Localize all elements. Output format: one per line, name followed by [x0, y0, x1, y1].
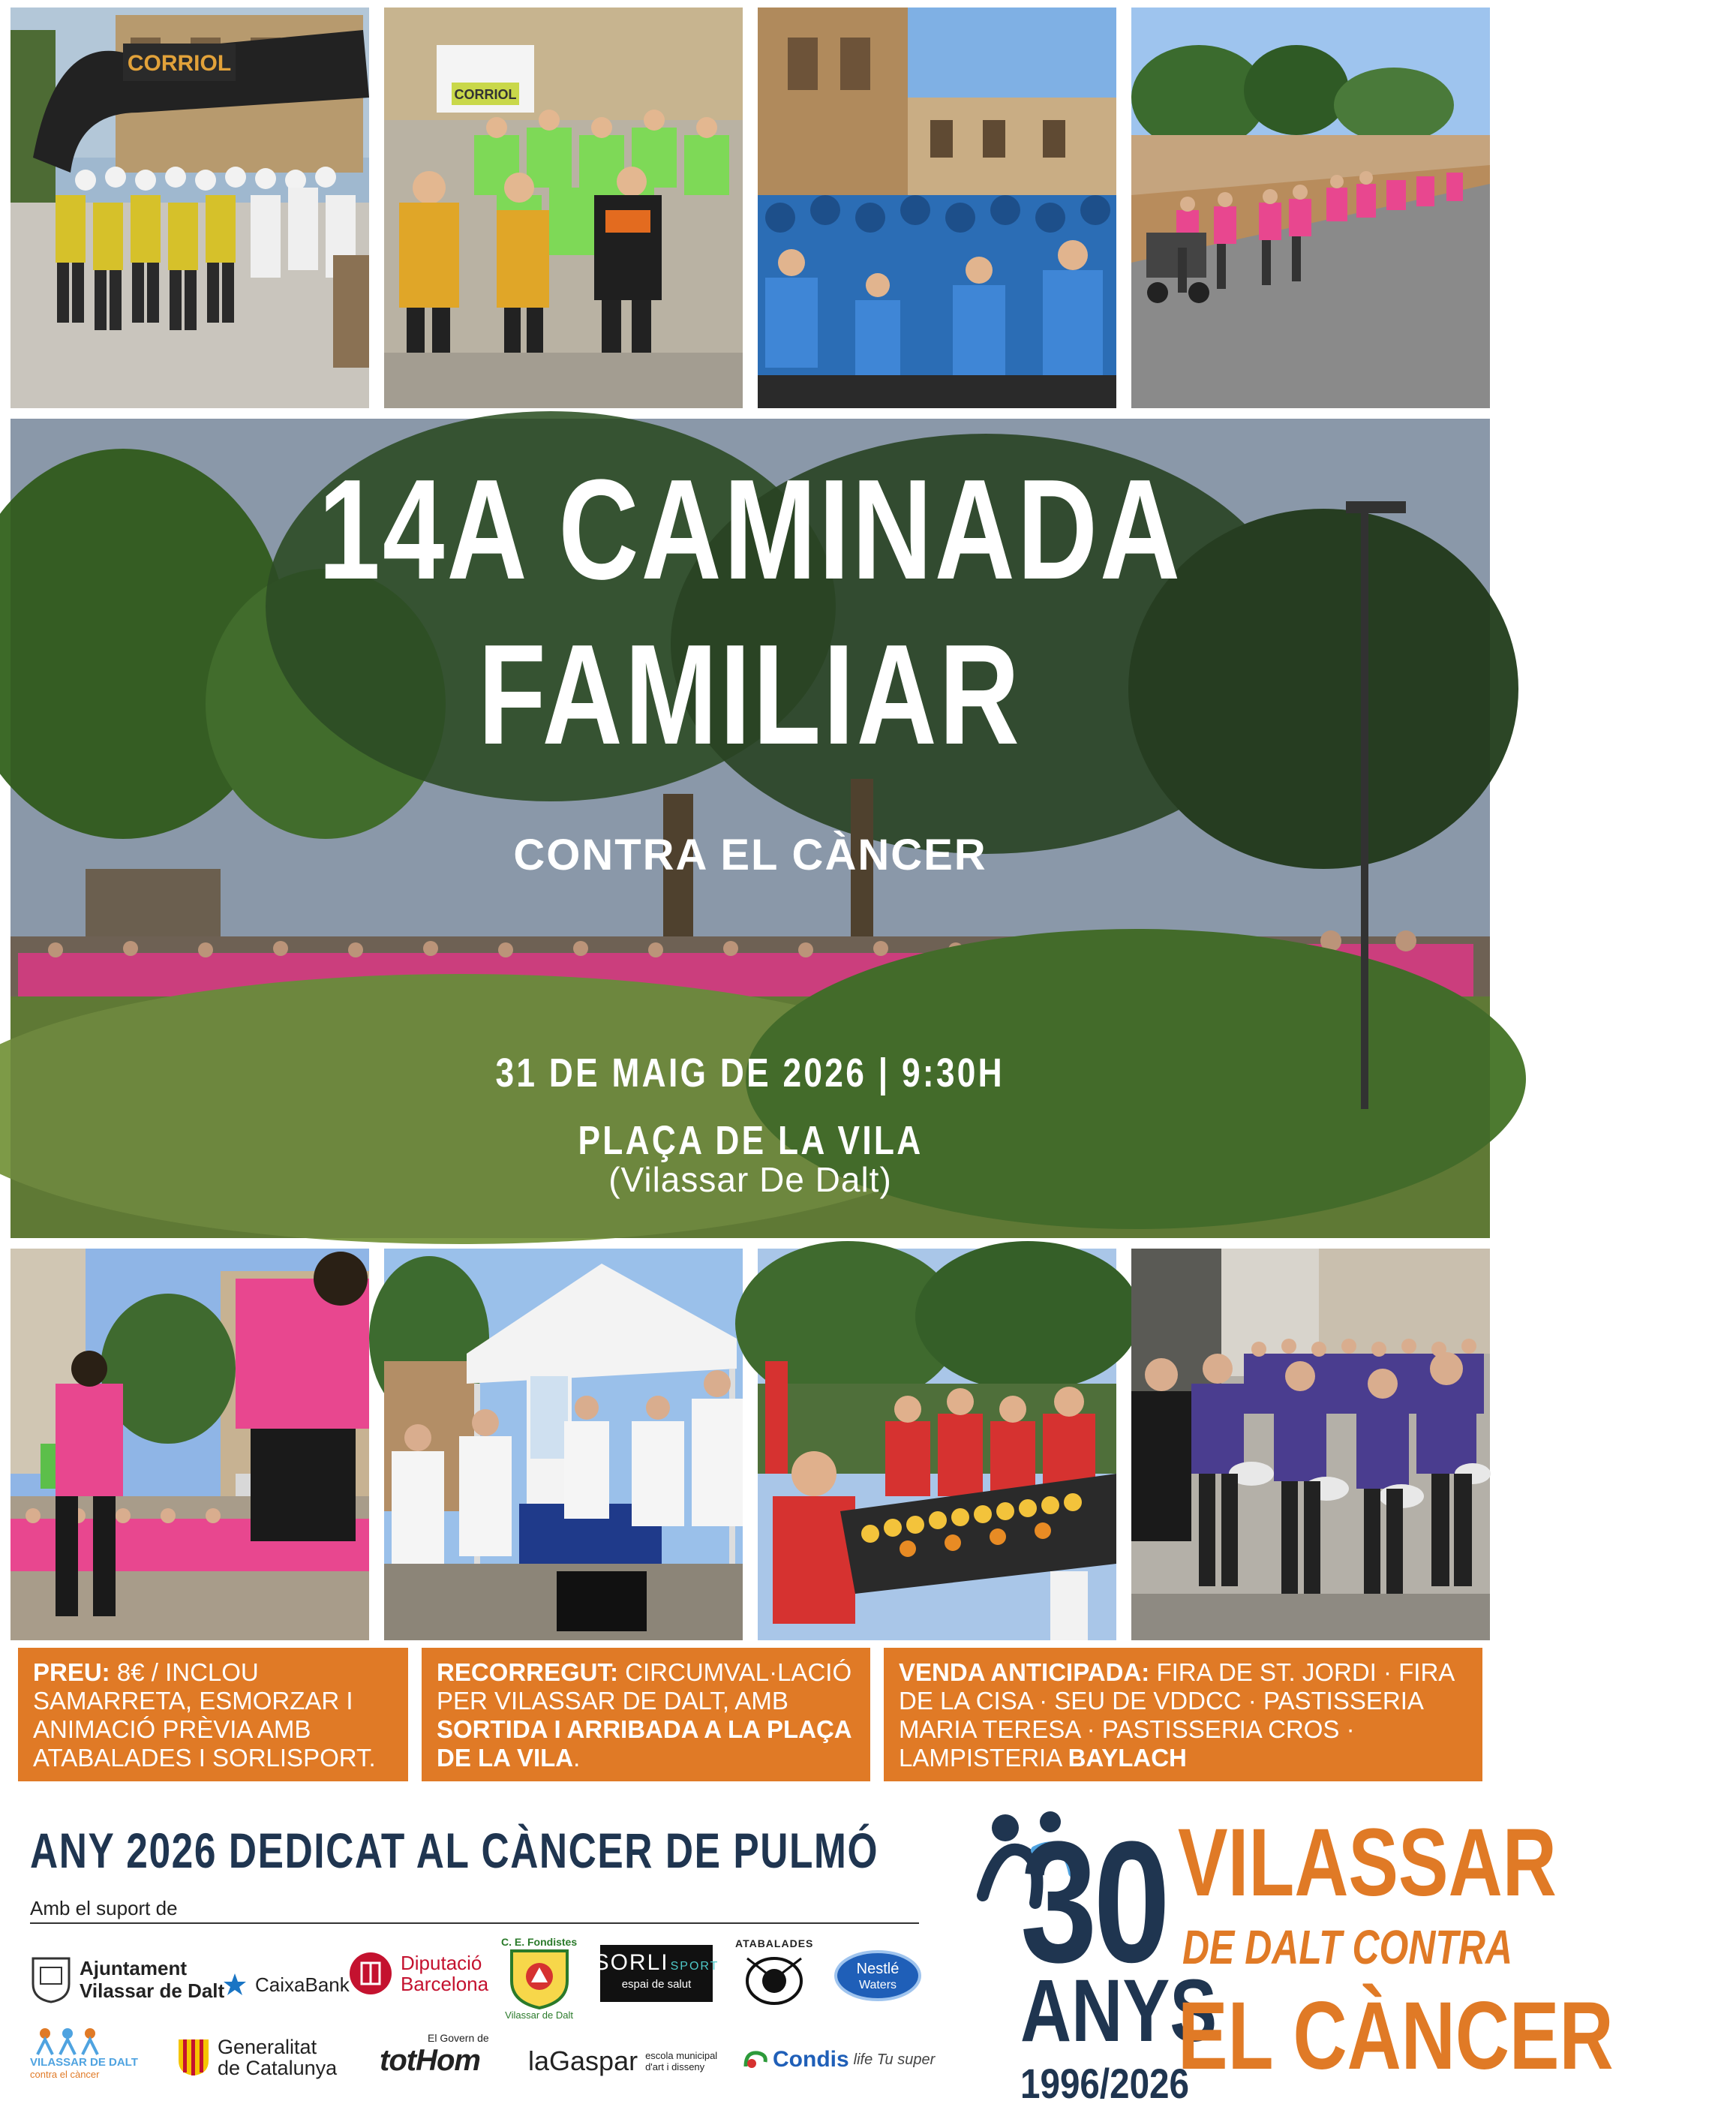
vddcc-name-line2: contra el càncer: [30, 2069, 100, 2080]
nestle-name: Nestlé: [856, 1961, 900, 1977]
org-name-line2: DE DALT CONTRA: [1182, 1920, 1512, 1974]
info-route-highlight: SORTIDA I ARRIBADA A LA PLAÇA DE LA VILA: [437, 1715, 851, 1772]
diputacio-seal-icon: [348, 1951, 393, 1996]
lagaspar-name: laGaspar: [528, 2045, 638, 2076]
logo-generalitat: [177, 2036, 337, 2078]
anniversary-years: 1996/2026: [1020, 2060, 1190, 2107]
fondistes-bottom-text: Vilassar de Dalt: [505, 2009, 573, 2021]
govern-tothom-text: totHom: [380, 2044, 480, 2077]
org-name-line1: VILASSAR: [1178, 1809, 1557, 1916]
info-route-label: RECORREGUT:: [437, 1658, 619, 1686]
hero-title-line2: FAMILIAR: [478, 615, 1023, 774]
arch-text: CORRIOL: [127, 51, 232, 76]
info-box-route: [422, 1648, 870, 1781]
nestle-waters-oval-icon: [833, 1949, 923, 2002]
logo-ajuntament: [30, 1955, 224, 2003]
logo-vddcc: [30, 2026, 138, 2080]
logo-diputacio: [348, 1951, 488, 1996]
nestle-waters-text: Waters: [858, 1979, 897, 1991]
caixabank-star-icon: [222, 1972, 248, 1997]
logo-sorlisport: [593, 1945, 719, 2002]
photo-bottom-registration-tent: [384, 1249, 743, 1640]
govern-small-text: El Govern de: [428, 2032, 489, 2044]
info-presale-highlight: BAYLACH: [1068, 1744, 1187, 1772]
sorli-name: SORLI: [593, 1949, 669, 1975]
info-price-text: 8€ / INCLOU SAMARRETA, ESMORZAR I ANIMACIÓ PRÈVIA AMB ATABALADES I SORLISPORT.: [33, 1658, 376, 1772]
hero-banner: [11, 419, 1490, 1238]
info-route-end: .: [573, 1744, 581, 1772]
photo-top-start-arch: [11, 8, 369, 408]
banner-text: CORRIOL: [454, 87, 517, 102]
sorli-tagline: espai de salut: [621, 1977, 692, 1991]
ajuntament-name-line1: Ajuntament: [80, 1957, 187, 1979]
org-name-line3: EL CÀNCER: [1178, 1982, 1614, 2090]
ajuntament-shield-icon: [30, 1955, 72, 2003]
generalitat-name-line1: Generalitat: [218, 2036, 317, 2058]
logo-lagaspar: [528, 2045, 717, 2077]
support-divider: [30, 1922, 919, 1924]
hero-subtitle: CONTRA EL CÀNCER: [513, 831, 987, 879]
condis-swirl-icon: [743, 2048, 768, 2071]
lagaspar-sub-line1: escola municipal: [645, 2050, 718, 2061]
condis-tagline: life Tu super: [853, 2051, 936, 2068]
generalitat-name-line2: de Catalunya: [218, 2057, 338, 2079]
atabalades-drum-icon: [737, 1951, 812, 2011]
generalitat-shield-icon: [177, 2038, 210, 2077]
logo-atabalades: [735, 1937, 813, 2011]
condis-name: Condis: [773, 2047, 849, 2072]
event-town: (Vilassar De Dalt): [608, 1160, 892, 1199]
photo-top-blue-crowd: [758, 8, 1116, 408]
vddcc-figures-icon: [30, 2026, 120, 2056]
info-price-label: PREU:: [33, 1658, 110, 1686]
photo-bottom-fruit-table: [758, 1249, 1116, 1640]
info-presale-text: FIRA DE ST. JORDI · FIRA DE LA CISA · SEU DE VDDCC · PASTISSERIA MARIA TERESA · PASTISSERIA CROS · LAMPISTERIA: [899, 1658, 1454, 1772]
info-box-price: [18, 1648, 408, 1781]
support-label: Amb el suport de: [30, 1897, 178, 1919]
anniversary-logo: [975, 1801, 1614, 2116]
anniversary-number: 30: [1020, 1805, 1167, 1998]
fondistes-top-text: C. E. Fondistes: [501, 1936, 578, 1948]
info-route-text: CIRCUMVAL·LACIÓ PER VILASSAR DE DALT, AMB: [437, 1658, 852, 1715]
logo-nestle-waters: [833, 1949, 923, 2002]
photo-bottom-aerobics: [11, 1249, 369, 1640]
info-presale-label: VENDA ANTICIPADA:: [899, 1658, 1150, 1686]
anniversary-anys: ANYS: [1020, 1961, 1218, 2060]
lagaspar-sub-line2: d'art i disseny: [645, 2061, 705, 2072]
atabalades-name: ATABALADES: [735, 1937, 814, 1949]
ajuntament-name-line2: Vilassar de Dalt: [80, 1979, 225, 2002]
event-place: PLAÇA DE LA VILA: [577, 1118, 924, 1163]
photo-bottom-drummers: [1131, 1249, 1490, 1640]
year-dedication: ANY 2026 DEDICAT AL CÀNCER DE PULMÓ: [30, 1823, 879, 1878]
hero-title-line1: 14A CAMINADA: [318, 450, 1182, 609]
logo-govern-tothom: [380, 2032, 489, 2078]
fondistes-badge-icon: [506, 1948, 573, 2009]
logo-fondistes: [501, 1936, 577, 2021]
diputacio-name-line1: Diputació: [401, 1952, 482, 1974]
photo-top-pink-road: [1131, 8, 1490, 408]
event-date-time: 31 DE MAIG DE 2026 | 9:30H: [495, 1050, 1005, 1096]
info-box-presale: [884, 1648, 1482, 1781]
caixabank-name: CaixaBank: [255, 1973, 350, 1996]
logo-condis: [743, 2047, 935, 2072]
sorli-sport-text: SPORT: [670, 1959, 719, 1973]
vddcc-name-line1: VILASSAR DE DALT: [30, 2056, 138, 2069]
photo-top-green-walkers: [384, 8, 743, 408]
logo-caixabank: [222, 1972, 350, 1997]
diputacio-name-line2: Barcelona: [401, 1973, 489, 1995]
